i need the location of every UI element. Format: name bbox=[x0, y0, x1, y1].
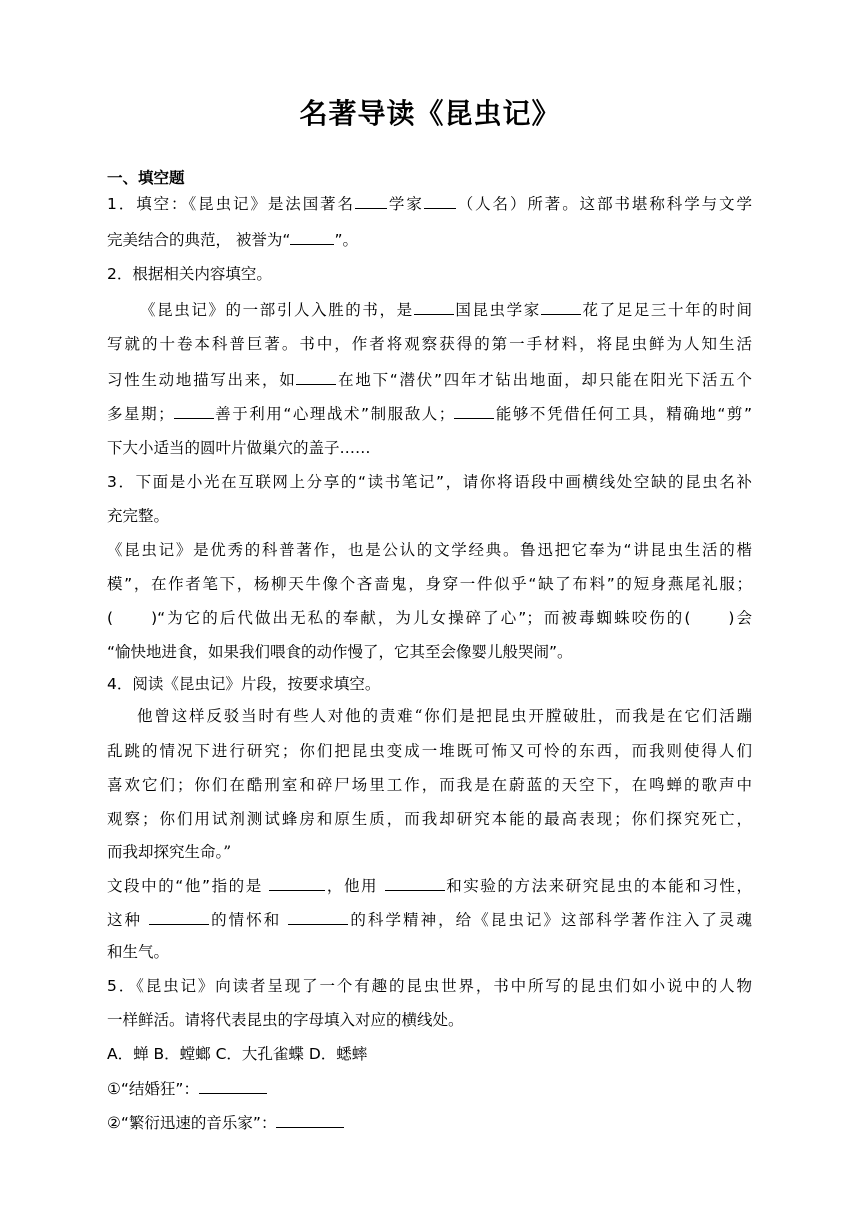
question-2-line-5: 下大小适当的圆叶片做巢穴的盖子…… bbox=[107, 439, 371, 457]
answer-blank[interactable] bbox=[355, 192, 387, 209]
question-5-line-2: 一样鲜活。请将代表昆虫的字母填入对应的横线处。 bbox=[107, 1011, 464, 1029]
question-2-line-3: 习性生动地描写出来，如 在地下“潜伏”四年才钻出地面，却只能在阳光下活五个 bbox=[107, 368, 752, 391]
answer-blank[interactable] bbox=[454, 402, 494, 419]
answer-blank[interactable] bbox=[296, 368, 336, 385]
question-2-line-4: 多星期； 善于利用“心理战术”制服敌人； 能够不凭借任何工具，精确地“剪” bbox=[107, 402, 752, 425]
question-3-line-4: 模”，在作者笔下，杨柳天牛像个吝啬鬼，身穿一件似乎“缺了布料”的短身燕尾礼服； bbox=[107, 575, 752, 593]
question-1-line-1: 1．填空：《昆虫记》是法国著名 学家 （人名）所著。这部书堪称科学与文学 bbox=[107, 192, 752, 215]
answer-blank[interactable] bbox=[288, 908, 348, 925]
question-4-line-1: 文段中的“他”指的是 ，他用 和实验的方法来研究昆虫的本能和习性， bbox=[107, 874, 752, 897]
answer-blank[interactable] bbox=[199, 1077, 267, 1094]
question-3-line-5: ( )“为它的后代做出无私的奉献，为儿女操碎了心”；而被毒蜘蛛咬伤的( )会 bbox=[107, 609, 752, 627]
question-2-line-1: 《昆虫记》的一部引人入胜的书，是 国昆虫学家 花了足足三十年的时间 bbox=[140, 298, 752, 321]
page-title: 名著导读《昆虫记》 bbox=[299, 97, 561, 130]
answer-blank[interactable] bbox=[149, 908, 209, 925]
answer-blank[interactable] bbox=[541, 298, 581, 315]
quote-line: 喜欢它们；你们在酷刑室和碎尸场里工作，而我是在蔚蓝的天空下，在鸣蝉的歌声中 bbox=[107, 776, 752, 794]
answer-blank[interactable] bbox=[174, 402, 214, 419]
answer-blank[interactable] bbox=[290, 228, 334, 245]
question-3-line-6: “愉快地进食，如果我们喂食的动作慢了，它其至会像婴儿般哭闹”。 bbox=[107, 643, 573, 661]
options-line: A．蝉 B．螳螂 C．大孔雀蝶 D．蟋蟀 bbox=[107, 1045, 368, 1063]
quote-line: 观察；你们用试剂测试蜂房和原生质，而我却研究本能的最高表现；你们探究死亡， bbox=[107, 810, 752, 828]
answer-blank[interactable] bbox=[414, 298, 454, 315]
question-3-line-1: 3．下面是小光在互联网上分享的“读书笔记”，请你将语段中画横线处空缺的昆虫名补 bbox=[107, 473, 752, 491]
answer-blank[interactable] bbox=[385, 874, 445, 891]
question-2-stem: 2．根据相关内容填空。 bbox=[107, 265, 272, 283]
question-5-line-1: 5．《昆虫记》向读者呈现了一个有趣的昆虫世界，书中所写的昆虫们如小说中的人物 bbox=[107, 977, 752, 995]
question-5-item-2: ②“繁衍迅速的音乐家”： bbox=[107, 1111, 344, 1134]
question-3-line-2: 充完整。 bbox=[107, 507, 170, 525]
question-2-line-2: 写就的十卷本科普巨著。书中，作者将观察获得的第一手材料，将昆虫鲜为人知生活 bbox=[107, 335, 752, 353]
question-4-line-3: 和生气。 bbox=[107, 943, 170, 961]
question-4-stem: 4．阅读《昆虫记》片段，按要求填空。 bbox=[107, 675, 381, 693]
question-3-line-3: 《昆虫记》是优秀的科普著作，也是公认的文学经典。鲁迅把它奉为“讲昆虫生活的楷 bbox=[107, 541, 752, 559]
question-1-line-2: 完美结合的典范， 被誉为“ ”。 bbox=[107, 228, 358, 251]
question-5-item-1: ①“结婚狂”： bbox=[107, 1077, 267, 1100]
question-4-line-2: 这种 的情怀和 的科学精神，给《昆虫记》这部科学著作注入了灵魂 bbox=[107, 908, 752, 931]
quote-line: 他曾这样反驳当时有些人对他的责难“你们是把昆虫开膛破肚，而我是在它们活蹦 bbox=[137, 707, 752, 725]
answer-blank[interactable] bbox=[276, 1111, 344, 1128]
quote-line: 而我却探究生命。” bbox=[107, 843, 232, 861]
answer-blank[interactable] bbox=[269, 874, 325, 891]
section-heading: 一、填空题 bbox=[107, 169, 185, 187]
answer-blank[interactable] bbox=[424, 192, 456, 209]
quote-line: 乱跳的情况下进行研究；你们把昆虫变成一堆既可怖又可怜的东西，而我则使得人们 bbox=[107, 742, 752, 760]
